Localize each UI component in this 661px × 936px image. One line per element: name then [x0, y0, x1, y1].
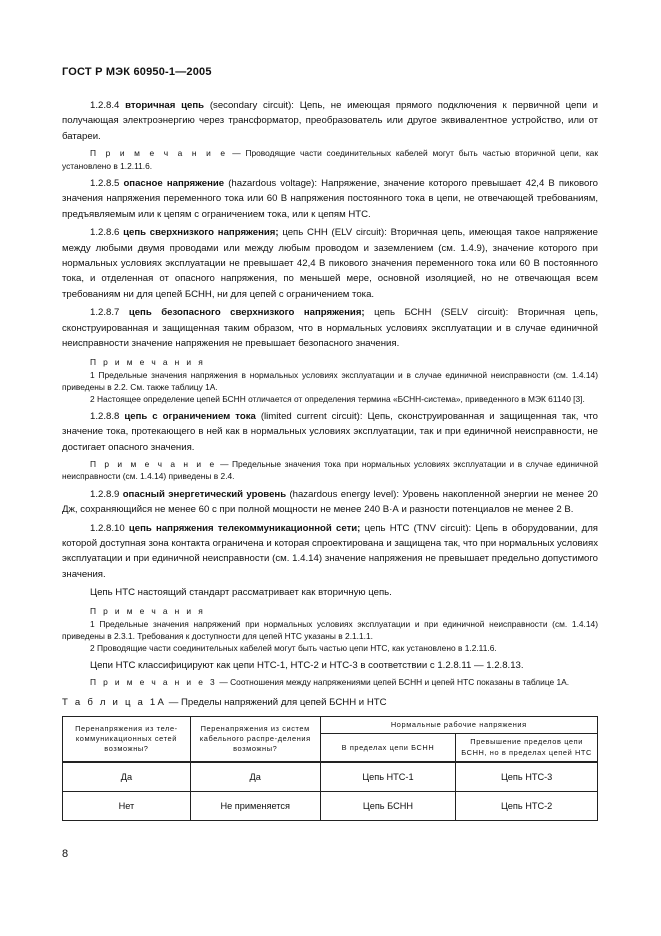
note [62, 676, 598, 688]
note-item: 2 Проводящие части соединительных кабелей могут быть частью цепи НТС, как установлено в 1.2.11.6. [90, 643, 497, 654]
notes-label: П р и м е ч а н и я [90, 605, 206, 616]
table-cell: Да [63, 762, 191, 792]
term: цепь с ограничением тока [124, 410, 256, 422]
paragraph: Цепи НТС классифицируют как цепи НТС-1, НТС-2 и НТС-3 в соответствии с 1.2.8.11 — 1.2.8.13. [90, 659, 524, 671]
term: вторичная цепь [125, 100, 205, 111]
clause-number: 1.2.8.5 [90, 178, 124, 190]
table-caption-label: Т а б л и ц а 1А [62, 696, 167, 708]
note-item: 1 Предельные значения напряжений при нормальных условиях эксплуатации и при единичной неисправности (см. 1.4.14) приведены в 2.3.1. Требования к доступности для цепей НТС указаны в 2.1.1.1. [62, 618, 598, 641]
clause-number: 1.2.8.10 [90, 522, 129, 534]
definition-text: (secondary circuit): Цепь, не имеющая прямого подключения к первичной цепи и получающая электроэнергию через трансформатор, преобразователь или другое эквивалентное устройство, или от батареи. [62, 100, 598, 142]
note [62, 147, 598, 172]
table-caption-text: — Пределы напряжений для цепей БСНН и НТС [166, 696, 387, 708]
document-header: ГОСТ Р МЭК 60950-1—2005 [62, 66, 212, 78]
table-cell: Не применяется [190, 792, 320, 821]
note-item: 2 Настоящее определение цепей БСНН отличается от определения термина «БСНН-система», приведенного в МЭК 61140 [3]. [90, 394, 585, 405]
table-header-exceeding-selv: Превышение пределов цепи БСНН, но в пределах цепей НТС [456, 734, 598, 762]
term: цепь безопасного сверхнизкого напряжения; [128, 307, 365, 319]
note-text: — Соотношения между напряжениями цепей БСНН и цепей НТС показаны в таблице 1А. [217, 677, 570, 688]
note-label: П р и м е ч а н и е 3 [90, 677, 218, 688]
clause-number: 1.2.8.8 [90, 410, 125, 422]
table-cell: Цепь НТС-3 [456, 762, 598, 792]
definition-1-2-8-10 [62, 521, 598, 583]
table-header-normal-voltages: Нормальные рабочие напряжения [320, 717, 597, 734]
table-header-cable-overvoltage: Перенапряжения из систем кабельного распре-деления возможны? [190, 717, 320, 763]
clause-number: 1.2.8.7 [90, 307, 129, 319]
definition-text: цепь НТС (TNV circuit): Цепь в оборудовании, для которой доступная зона контакта ограничена и которая спроектирована и защищена так, что при нормальных условиях эксплуатации и при единичной неисправности (см. 1.4.14) значение напряжения не превышает предельно допустимого значения. [62, 522, 598, 580]
definition-text: (limited current circuit): Цепь, сконструированная и защищенная так, что значение тока, протекающего в ней как в нормальных условиях эксплуатации, так и при единичной неисправности, не достигает опасного значения. [62, 410, 598, 453]
table-row [63, 792, 598, 821]
table-header-telecom-overvoltage: Перенапряжения из теле-коммуникационных сетей возможны? [63, 717, 191, 763]
definition-1-2-8-7 [62, 305, 598, 351]
definition-1-2-8-9 [62, 487, 598, 518]
clause-number: 1.2.8.9 [90, 488, 123, 500]
note-label: П р и м е ч а н и е [90, 458, 217, 469]
note-text: — Предельные значения тока при нормальных условиях эксплуатации и в случае единичной неисправности (см. 1.4.14) приведены в 2.4. [62, 458, 599, 482]
definition-1-2-8-6 [62, 225, 598, 302]
table-caption [62, 695, 598, 710]
page-number: 8 [62, 848, 69, 860]
term: опасное напряжение [123, 178, 225, 190]
term: цепь сверхнизкого напряжения; [123, 227, 279, 239]
definition-1-2-8-8 [62, 409, 598, 455]
definition-text: цепь СНН (ELV circuit): Вторичная цепь, имеющая такое напряжение между любыми двумя проводами или между любым проводом и заземлением (см. 1.4.9), значение которого при нормальных условиях эксплуатации не превышает 42,4 В пикового значения переменного тока или 60 В постоянного тока, и отделенная от опасного напряжения, по меньшей мере, основной изоляцией, но не отвечающая всем требованиям ни для цепей БСНН, ни для цепей с ограничением тока. [62, 227, 598, 300]
clause-number: 1.2.8.4 [90, 100, 126, 111]
note-text: — Проводящие части соединительных кабелей могут быть частью вторичной цепи, как установлено в 1.2.11.6. [62, 148, 598, 171]
definition-text: цепь БСНН (SELV circuit): Вторичная цепь, сконструированная и защищенная таким образом, что в нормальных условиях эксплуатации и в случае единичной неисправности значение напряжения не превышает безопасного значения. [62, 307, 598, 350]
clause-number: 1.2.8.6 [90, 227, 124, 239]
table-cell: Цепь НТС-1 [320, 762, 456, 792]
note-label: П р и м е ч а н и е [90, 148, 228, 159]
table-row [63, 762, 598, 792]
table-cell: Цепь БСНН [320, 792, 456, 821]
definition-text: (hazardous energy level): Уровень накопленной энергии не менее 20 Дж, сохраняющийся не менее 60 с при полной мощности не менее 240 В·А и разности потенциалов не менее 2 В. [62, 488, 598, 516]
table-cell: Цепь НТС-2 [456, 792, 598, 821]
paragraph: Цепь НТС настоящий стандарт рассматривает как вторичную цепь. [90, 587, 392, 599]
voltage-limits-table [62, 716, 598, 821]
definition-text: (hazardous voltage): Напряжение, значение которого превышает 42,4 В пикового значения напряжения переменного тока или 60 В напряжения постоянного тока в цепи, не отвечающей требованиям, предъявляемым или к цепям с ограничением тока, или к цепям НТС. [62, 178, 598, 220]
note-item: 1 Предельные значения напряжения в нормальных условиях эксплуатации и в случае единичной неисправности (см. 1.4.14) приведены в 2.2. См. также таблицу 1А. [62, 369, 598, 392]
definition-1-2-8-4 [62, 98, 598, 144]
table-cell: Нет [63, 792, 191, 821]
notes-label: П р и м е ч а н и я [90, 356, 206, 367]
term: опасный энергетический уровень [122, 488, 287, 500]
table-header-within-selv: В пределах цепи БСНН [320, 734, 456, 762]
note [62, 458, 598, 483]
document-body [62, 98, 598, 821]
definition-1-2-8-5 [62, 176, 598, 222]
term: цепь напряжения телекоммуникационной сети; [128, 522, 361, 534]
table-cell: Да [190, 762, 320, 792]
